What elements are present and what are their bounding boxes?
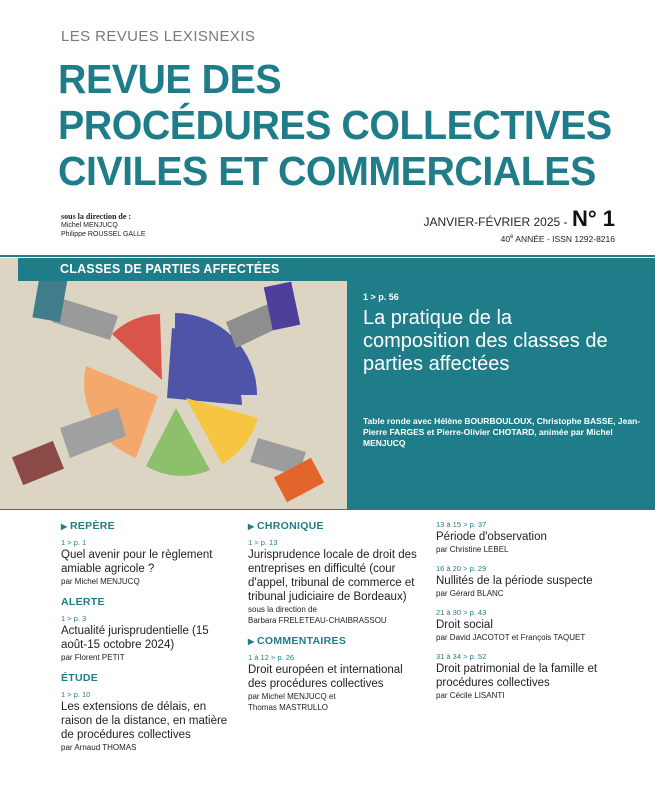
section-heading	[61, 672, 231, 684]
entry-title: Quel avenir pour le règlement amiable agricole ?	[61, 549, 213, 575]
issue-issn: ANNÉE - ISSN 1292-8216	[513, 234, 615, 244]
section-label: ÉTUDE	[61, 672, 99, 684]
contents-column-3	[436, 520, 636, 710]
contents-column-1	[61, 520, 231, 762]
entry-author: Barbara FRELETEAU-CHAIBRASSOU	[248, 616, 387, 625]
entry-author: par Michel MENJUCQ et	[248, 692, 336, 701]
entry-title: Période d'observation	[436, 531, 547, 543]
issue-number: N° 1	[571, 206, 615, 231]
entry-author: par Arnaud THOMAS	[61, 743, 137, 752]
hand-bottom-right	[250, 438, 324, 502]
toc-entry[interactable]	[248, 538, 418, 626]
entry-author: sous la direction de	[248, 605, 317, 614]
page-ref: 1 > p. 3	[61, 614, 87, 623]
issue-year-sup: e	[510, 234, 514, 241]
page-ref: 13 à 15 > p. 37	[436, 520, 487, 529]
page-ref: 1 > p. 10	[61, 690, 91, 699]
director-name: Michel MENJUCQ	[61, 222, 118, 229]
triangle-icon: ▶	[61, 522, 70, 531]
entry-title: Droit social	[436, 619, 493, 631]
section-heading	[61, 520, 231, 532]
hand-bottom-left	[12, 408, 126, 485]
entry-author: par Christine LEBEL	[436, 545, 509, 554]
entry-author: par Michel MENJUCQ	[61, 577, 140, 586]
pie-slice-red	[112, 314, 162, 380]
feature-section-band	[18, 258, 348, 281]
toc-entry[interactable]	[61, 538, 231, 587]
page-ref: 16 à 20 > p. 29	[436, 564, 487, 573]
pie-hands-illustration	[0, 258, 347, 509]
page-ref: 1 à 12 > p. 26	[248, 653, 295, 662]
entry-author: par Florent PETIT	[61, 653, 125, 662]
toc-entry[interactable]	[248, 653, 418, 713]
issue-date: JANVIER-FÉVRIER 2025 -	[423, 215, 568, 229]
entry-title: Jurisprudence locale de droit des entreprises en difficulté (cour d'appel, tribunal de commerce et tribunal judiciaire de Bordeaux)	[248, 549, 417, 603]
toc-entry[interactable]	[436, 520, 636, 555]
section-heading	[248, 635, 418, 647]
contents-divider	[0, 509, 655, 510]
section-heading	[61, 596, 231, 608]
section-label: ALERTE	[61, 596, 105, 608]
entry-title: Droit européen et international des procédures collectives	[248, 664, 403, 690]
direction-label: sous la direction de :	[61, 212, 132, 221]
toc-entry[interactable]	[61, 614, 231, 663]
title-line-3: CIVILES ET COMMERCIALES	[58, 148, 596, 194]
triangle-icon: ▶	[248, 522, 257, 531]
feature-headline[interactable]: La pratique de la composition des classes de parties affectées	[363, 307, 608, 375]
section-label: CHRONIQUE	[256, 520, 324, 532]
director-name: Philippe ROUSSEL GALLE	[61, 231, 146, 238]
publisher-name: LES REVUES LEXISNEXIS	[61, 28, 256, 45]
entry-title: Les extensions de délais, en raison de la distance, en matière de procédures collectives	[61, 701, 228, 741]
feature-panel	[347, 258, 655, 509]
entry-title: Droit patrimonial de la famille et procédures collectives	[436, 663, 598, 689]
entry-title: Nullités de la période suspecte	[436, 575, 593, 587]
toc-entry[interactable]	[61, 690, 231, 753]
entry-author: par Cécile LISANTI	[436, 691, 505, 700]
entry-author: Thomas MASTRULLO	[248, 703, 329, 712]
feature-page-ref: 1 > p. 56	[363, 292, 399, 302]
editorial-direction	[61, 212, 146, 239]
hand-top-right	[226, 282, 300, 348]
entry-author: par David JACOTOT et François TAQUET	[436, 633, 586, 642]
entry-author: par Gérard BLANC	[436, 589, 504, 598]
issue-info	[423, 206, 615, 244]
toc-entry[interactable]	[436, 564, 636, 599]
section-label: REPÈRE	[69, 520, 115, 532]
section-heading	[248, 520, 418, 532]
triangle-icon: ▶	[248, 637, 257, 646]
title-line-1: REVUE DES	[58, 56, 282, 102]
title-line-2: PROCÉDURES COLLECTIVES	[58, 102, 612, 148]
contents-column-2	[248, 520, 418, 722]
page-ref: 1 > p. 1	[61, 538, 87, 547]
page-ref: 1 > p. 13	[248, 538, 278, 547]
section-label: COMMENTAIRES	[256, 635, 347, 647]
page-ref: 31 à 34 > p. 52	[436, 652, 487, 661]
issue-year-number: 40	[500, 234, 511, 244]
toc-entry[interactable]	[436, 652, 636, 701]
toc-entry[interactable]	[436, 608, 636, 643]
entry-title: Actualité jurisprudentielle (15 août-15 octobre 2024)	[61, 625, 209, 651]
journal-title	[58, 56, 612, 194]
hand-top-left	[32, 276, 118, 340]
page-ref: 21 à 30 > p. 43	[436, 608, 487, 617]
feature-top-rule	[0, 255, 655, 257]
feature-illustration	[0, 258, 347, 509]
feature-subtitle: Table ronde avec Hélène BOURBOULOUX, Christophe BASSE, Jean-Pierre FARGES et Pierre-Olivier CHOTARD, animée par Michel MENJUCQ	[363, 416, 641, 448]
issue-meta	[423, 234, 615, 244]
feature-section-label: CLASSES DE PARTIES AFFECTÉES	[60, 262, 280, 276]
